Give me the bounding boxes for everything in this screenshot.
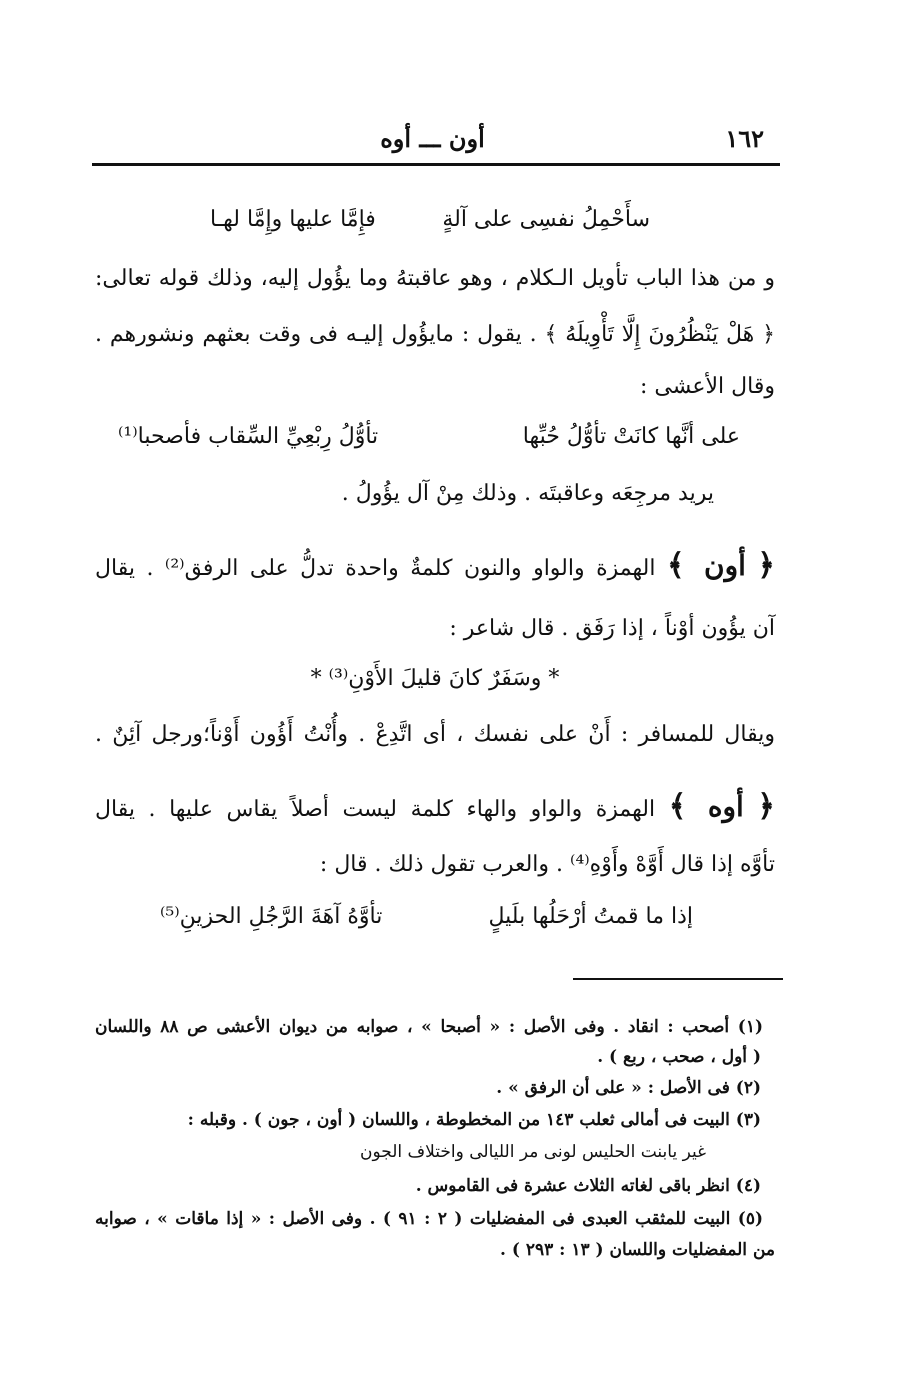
footnote-5: (٥) البيت للمثقب العبدى فى المفضليات ( ٢ : ٩١ ) . وفى الأصل : « إذا ماقات » ، صوابه bbox=[95, 1209, 764, 1229]
verse-hemistich-right: سأَحْمِلُ نفسِى على آلةٍ bbox=[442, 207, 650, 232]
verse-hemistich-right: على أنَّها كانَتْ تأوُّلُ حُبِّها bbox=[522, 424, 740, 449]
text-line: ويقال للمسافر : أَنْ على نفسك ، أى اتَّدِعْ . وأُنْتُ أَؤُون أَوْناً؛ورجل آئِنٌ . bbox=[95, 722, 775, 747]
verse-hemistich-left: فإِمَّا عليها وإِمَّا لهـا bbox=[210, 207, 376, 232]
entry-line-aun bbox=[95, 549, 775, 586]
verse-hemistich-left: تأوُّلُ رِبْعِيِّ السِّقاب فأصحبا⁽¹⁾ bbox=[118, 424, 379, 449]
entry-headword: أون bbox=[704, 549, 746, 582]
entry-text: الهمزة والواو والهاء كلمة ليست أصلاً يقاس عليها . يقال bbox=[95, 797, 656, 822]
page-header bbox=[95, 118, 770, 158]
verse-line-1 bbox=[210, 203, 650, 237]
verse-line-4 bbox=[160, 900, 693, 934]
ornament-bracket-open: ﴿ bbox=[757, 548, 775, 583]
entry-line-awh bbox=[95, 790, 775, 827]
verse-hemistich-right: إذا ما قمتُ أرْحَلُها بلَيلٍ bbox=[488, 904, 693, 929]
entry-headword: أوه bbox=[707, 790, 744, 823]
ornament-bracket-close: ﴾ bbox=[668, 789, 687, 824]
footnote-1-continued: ( أول ، صحب ، ربع ) . bbox=[597, 1047, 761, 1067]
text-line: ﴿ هَلْ يَنْظُرُونَ إِلَّا تَأْوِيلَهُ ﴾ . يقول : مايؤُول إليـه فى وقت بعثهم ونشورهم . bbox=[95, 322, 775, 347]
verse-hemistich-left: تأوَّهُ آهَةَ الرَّجُلِ الحزينِ⁽⁵⁾ bbox=[160, 904, 383, 929]
ornament-bracket-close: ﴾ bbox=[666, 548, 685, 583]
page-number: ١٦٢ bbox=[725, 123, 764, 153]
footnote-1: (١) أصحب : انقاد . وفى الأصل : « أصبحا » ، صوابه من ديوان الأعشى ص ٨٨ واللسان bbox=[95, 1017, 763, 1037]
text-line: يريد مرجِعَه وعاقبتَه . وذلك مِنْ آل يؤُولُ . bbox=[341, 481, 714, 506]
text-line: وقال الأعشى : bbox=[640, 374, 775, 399]
footnote-5-continued: من المفضليات واللسان ( ١٣ : ٢٩٣ ) . bbox=[500, 1240, 775, 1260]
verse-line-2 bbox=[118, 420, 740, 454]
entry-text: الهمزة والواو والنون كلمةٌ واحدة تدلُّ على الرفق⁽²⁾ . يقال bbox=[95, 556, 656, 581]
text-line: تأوَّه إذا قال أَوَّهْ وأَوْهِ⁽⁴⁾ . والعرب تقول ذلك . قال : bbox=[319, 852, 775, 877]
footnote-2: (٢) فى الأصل : « على أن الرفق » . bbox=[496, 1078, 761, 1098]
ornament-bracket-open: ﴿ bbox=[757, 789, 775, 824]
footnote-4: (٤) انظر باقى لغاته الثلاث عشرة فى القاموس . bbox=[415, 1176, 761, 1196]
text-line: آن يؤُون أوْناً ، إذا رَفَق . قال شاعر : bbox=[449, 616, 775, 641]
footnote-3: (٣) البيت فى أمالى ثعلب ١٤٣ من المخطوطة ، واللسان ( أون ، جون ) . وقبله : bbox=[187, 1110, 761, 1130]
footnote-3-verse: غير يابنت الحليس لونى مر الليالى واختلاف الجون bbox=[359, 1142, 706, 1162]
header-rule bbox=[92, 163, 780, 166]
verse-line-3: * وسَفَرٌ كانَ قليلَ الأَوْنِ⁽³⁾ * bbox=[310, 666, 560, 691]
running-title: أون ـــ أوه bbox=[380, 123, 485, 153]
footnote-rule bbox=[573, 978, 783, 980]
text-line: و من هذا الباب تأويل الـكلام ، وهو عاقبتهُ وما يؤُول إليه، وذلك قوله تعالى: bbox=[95, 266, 775, 291]
